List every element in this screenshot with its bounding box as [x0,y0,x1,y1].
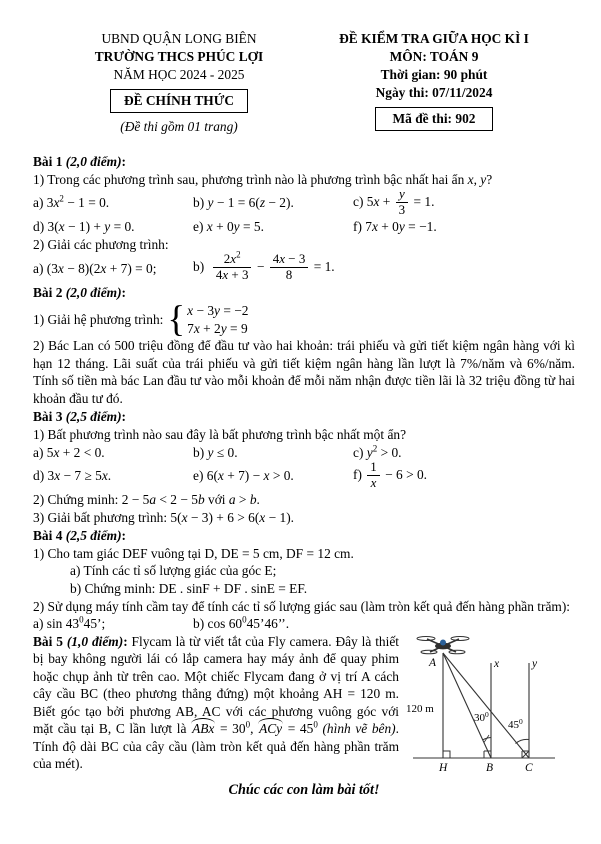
option-c: c) $y^2 > 0$. [353,443,402,460]
exam-duration: Thời gian: 90 phút [380,67,488,82]
problem-3-q1-options-row1 [33,444,575,462]
system-eq2: 7x + 2y = 9 [187,320,248,336]
problem-1 [33,153,575,283]
label-H: H [439,761,448,774]
problem-3-heading: Bài 3 (2,5 điểm): [33,409,126,425]
equation-system [167,298,249,340]
option-a: a) $3x^2 - 1 = 0$. [33,193,110,211]
problem-2-q2: 2) Bác Lan có 500 triệu đồng để đầu tư vào hai khoản: trái phiếu và gửi tiết kiệm ngân hàng với kì hạn 12 tháng. Lãi suất của trái phiếu và gửi tiết kiệm ngân hàng lần lượt là 7%/năm và 6%/năm. Tính số tiền mà bác Lan đầu tư vào mỗi khoản để mỗi năm nhận được tiền lãi là 32 triệu đồng từ hai khoản đầu tư đó. [33,338,575,406]
problem-3-q1: 1) Bất phương trình nào sau đây là bất phương trình bậc nhất một ẩn? [33,427,407,443]
problem-3-q2: 2) Chứng minh: 2 − 5a < 2 − 5b với a > b. [33,492,260,508]
problem-4-q1: 1) Cho tam giác DEF vuông tại D, DE = 5 cm, DF = 12 cm. [33,545,354,561]
page-count-note: (Đề thi gồm 01 trang) [120,119,238,134]
problem-4-heading: Bài 4 (2,5 điểm): [33,528,126,544]
system-label: 1) Giải hệ phương trình: [33,311,164,327]
option-b: b) y ≤ 0. [193,444,238,460]
problem-3-q1-options-row2 [33,461,575,491]
option-a: a) 5x + 2 < 0. [33,444,105,460]
problem-3-q3: 3) Giải bất phương trình: 5(x − 3) + 6 > 6(x − 1). [33,509,294,525]
drone-icon [417,636,469,653]
problem-4-q1a: a) Tính các tỉ số lượng giác của góc E; [70,563,277,579]
system-eq1: x − 3y = −2 [187,302,249,318]
closing-wish: Chúc các con làm bài tốt! [228,782,380,799]
header-right [318,30,550,131]
label-angle-c: $45^0$ [508,716,523,731]
option-e: e) 6(x + 7) − x > 0. [193,468,294,484]
exam-code-box: Mã đề thi: 902 [375,107,494,131]
problem-5 [33,633,575,773]
option-e: e) x + 0y = 5. [193,219,264,235]
option-b: b) y − 1 = 6(z − 2). [193,195,294,211]
header-left [33,30,325,136]
problem-4-q2-options [33,615,575,633]
problem-1-q2-equations [33,249,575,283]
problem-2-q1 [33,298,575,340]
label-y: y [532,657,538,670]
system-brace: { [167,298,186,340]
option-d: d) 3(x − 1) + y = 0. [33,219,135,235]
exam-title: ĐỀ KIỂM TRA GIỮA HỌC KÌ I [339,31,529,46]
exam-body [33,153,575,800]
equation-b: b) $\frac{2x^2}{4x + 3}$ − $\frac{4x - 3}{8}$ = 1. [193,249,335,282]
label-C: C [525,761,533,774]
problem-5-text: Bài 5 (1,0 điểm): Flycam là từ viết tắt của Fly camera. Đây là thiết bị bay không người lái có lắp camera hay máy ảnh để quay phim hoặc chụp ảnh từ trên cao. Một chiếc Flycam đang ở vị trí A cách cây cầu BC (theo phương thẳng đứng) một khoảng AH = 120 m. Biết góc tạo bởi phương AB, AC với các phương vuông góc với mặt cầu tại B, C lần lượt là ABx = $30^0$, ACy = $45^0$ (hình vẽ bên). Tính độ dài BC của cây cầu (làm tròn kết quả đến hàng phần trăm của mét). [33,633,400,772]
problem-1-heading: Bài 1 (2,0 điểm): [33,154,126,169]
school-year: NĂM HỌC 2024 - 2025 [113,67,245,82]
exam-subject: MÔN: TOÁN 9 [389,49,479,64]
problem-2 [33,284,575,407]
problem-3 [33,408,575,526]
bridge-figure [405,633,575,782]
label-x: x [494,657,500,670]
problem-1-q1-options-row2 [33,218,575,236]
problem-2-heading: Bài 2 (2,0 điểm): [33,285,126,301]
official-exam-box: ĐỀ CHÍNH THỨC [110,89,248,113]
label-B: B [486,761,494,774]
problem-1-q1: 1) Trong các phương trình sau, phương trình nào là phương trình bậc nhất hai ẩn x, y? [33,171,493,187]
problem-4-q1b: b) Chứng minh: DE . sinF + DF . sinE = EF. [70,580,308,596]
label-height: 120 m [406,702,434,715]
label-angle-b: $30^0$ [474,709,489,724]
problem-1-q2: 2) Giải các phương trình: [33,236,169,252]
problem-4-q2: 2) Sử dụng máy tính cầm tay để tính các tỉ số lượng giác sau (làm tròn kết quả đến hàng phần trăm): [33,598,570,614]
label-A: A [429,656,437,669]
option-c: c) 5x + $\frac{y}{3}$ = 1. [353,186,435,217]
option-f: f) $\frac{1}{x}$ − 6 > 0. [353,459,428,490]
exam-date: Ngày thi: 07/11/2024 [375,85,493,100]
option-f: f) 7x + 0y = −1. [353,219,437,235]
problem-4 [33,527,575,632]
equation-a: a) (3x − 8)(2x + 7) = 0; [33,260,157,276]
option-b: b) $\cos 60^045’46$’’. [193,614,290,632]
school-name: TRƯỜNG THCS PHÚC LỢI [94,49,264,64]
option-d: d) 3x − 7 ≥ 5x. [33,468,112,484]
org-name: UBND QUẬN LONG BIÊN [101,31,257,46]
problem-1-q1-options-row1 [33,188,575,218]
option-a: a) $\sin 43^045$’; [33,614,106,632]
